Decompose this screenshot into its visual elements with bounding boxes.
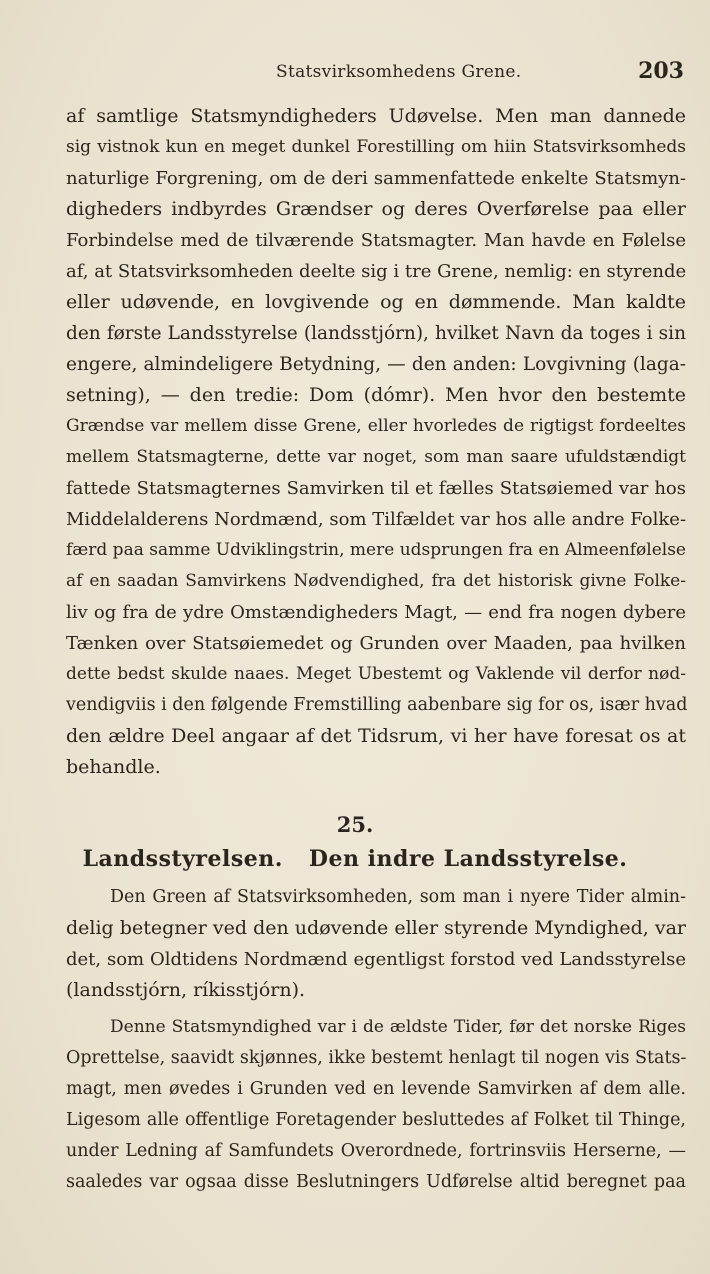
text-line: Denne Statsmyndighed var i de ældste Tider, før det norske Riges	[110, 1017, 686, 1037]
text-line: det, som Oldtidens Nordmænd egentligst forstod ved Landsstyrelse	[66, 949, 686, 970]
text-line: færd paa samme Udviklingstrin, mere udsprungen fra en Almeenfølelse	[66, 540, 686, 560]
text-line: under Ledning af Samfundets Overordnede, fortrinsviis Herserne, —	[66, 1141, 686, 1161]
section-title-sub: Den indre Landsstyrelse.	[308, 846, 628, 872]
text-line: Tænken over Statsøiemedet og Grunden over Maaden, paa hvilken	[66, 633, 686, 654]
text-line: mellem Statsmagterne, dette var noget, som man saare ufuldstændigt	[66, 447, 686, 467]
paragraph-3	[66, 1012, 686, 1198]
text-line: engere, almindeligere Betydning, — den anden: Lovgivning (laga-	[66, 354, 686, 375]
section-title	[0, 846, 710, 872]
text-line: eller udøvende, en lovgivende og en dømmende. Man kaldte	[66, 291, 686, 313]
text-line: sig vistnok kun en meget dunkel Forestilling om hiin Statsvirksomheds	[66, 137, 686, 157]
section-title-main: Landsstyrelsen.	[82, 846, 283, 872]
text-line: delig betegner ved den udøvende eller styrende Myndighed, var	[66, 917, 686, 939]
text-line: naturlige Forgrening, om de deri sammenfattede enkelte Statsmyn-	[66, 168, 686, 189]
text-line: saaledes var ogsaa disse Beslutningers Udførelse altid beregnet paa	[66, 1172, 686, 1192]
text-line: den første Landsstyrelse (landsstjórn), hvilket Navn da toges i sin	[66, 323, 686, 344]
paragraph-2	[66, 882, 686, 1006]
text-line: Ligesom alle offentlige Foretagender besluttedes af Folket til Thinge,	[66, 1110, 686, 1130]
text-line: digheders indbyrdes Grændser og deres Overførelse paa eller	[66, 198, 686, 220]
page-header	[0, 58, 710, 88]
text-line: Den Green af Statsvirksomheden, som man i nyere Tider almin-	[110, 887, 686, 907]
text-line: setning), — den tredie: Dom (dómr). Men hvor den bestemte	[66, 384, 686, 406]
text-line: af en saadan Samvirkens Nødvendighed, fra det historisk givne Folke-	[66, 571, 686, 591]
text-line: behandle.	[66, 756, 161, 778]
text-line: dette bedst skulde naaes. Meget Ubestemt og Vaklende vil derfor nød-	[66, 664, 686, 684]
text-line: (landsstjórn, ríkisstjórn).	[66, 979, 306, 1001]
text-line: vendigviis i den følgende Fremstilling aabenbare sig for os, især hvad	[66, 695, 688, 715]
paragraph-1	[66, 101, 686, 783]
text-line: liv og fra de ydre Omstændigheders Magt, — end fra nogen dybere	[66, 602, 686, 623]
text-line: fattede Statsmagternes Samvirken til et fælles Statsøiemed var hos	[66, 478, 686, 499]
section-number: 25.	[336, 812, 374, 837]
text-line: af, at Statsvirksomheden deelte sig i tre Grene, nemlig: en styrende	[66, 261, 687, 282]
text-line: Grændse var mellem disse Grene, eller hvorledes de rigtigst fordeeltes	[66, 416, 686, 436]
text-line: magt, men øvedes i Grunden ved en levende Samvirken af dem alle.	[66, 1079, 686, 1099]
running-head: Statsvirksomhedens Grene.	[276, 62, 522, 82]
page-number: 203	[638, 58, 684, 84]
text-line: den ældre Deel angaar af det Tidsrum, vi her have foresat os at	[66, 725, 686, 747]
text-line: Forbindelse med de tilværende Statsmagter. Man havde en Følelse	[66, 230, 686, 251]
text-line: Middelalderens Nordmænd, som Tilfældet var hos alle andre Folke-	[66, 509, 687, 530]
text-line: af samtlige Statsmyndigheders Udøvelse. Men man dannede	[66, 105, 686, 127]
text-line: Oprettelse, saavidt skjønnes, ikke bestemt henlagt til nogen vis Stats-	[66, 1048, 687, 1068]
